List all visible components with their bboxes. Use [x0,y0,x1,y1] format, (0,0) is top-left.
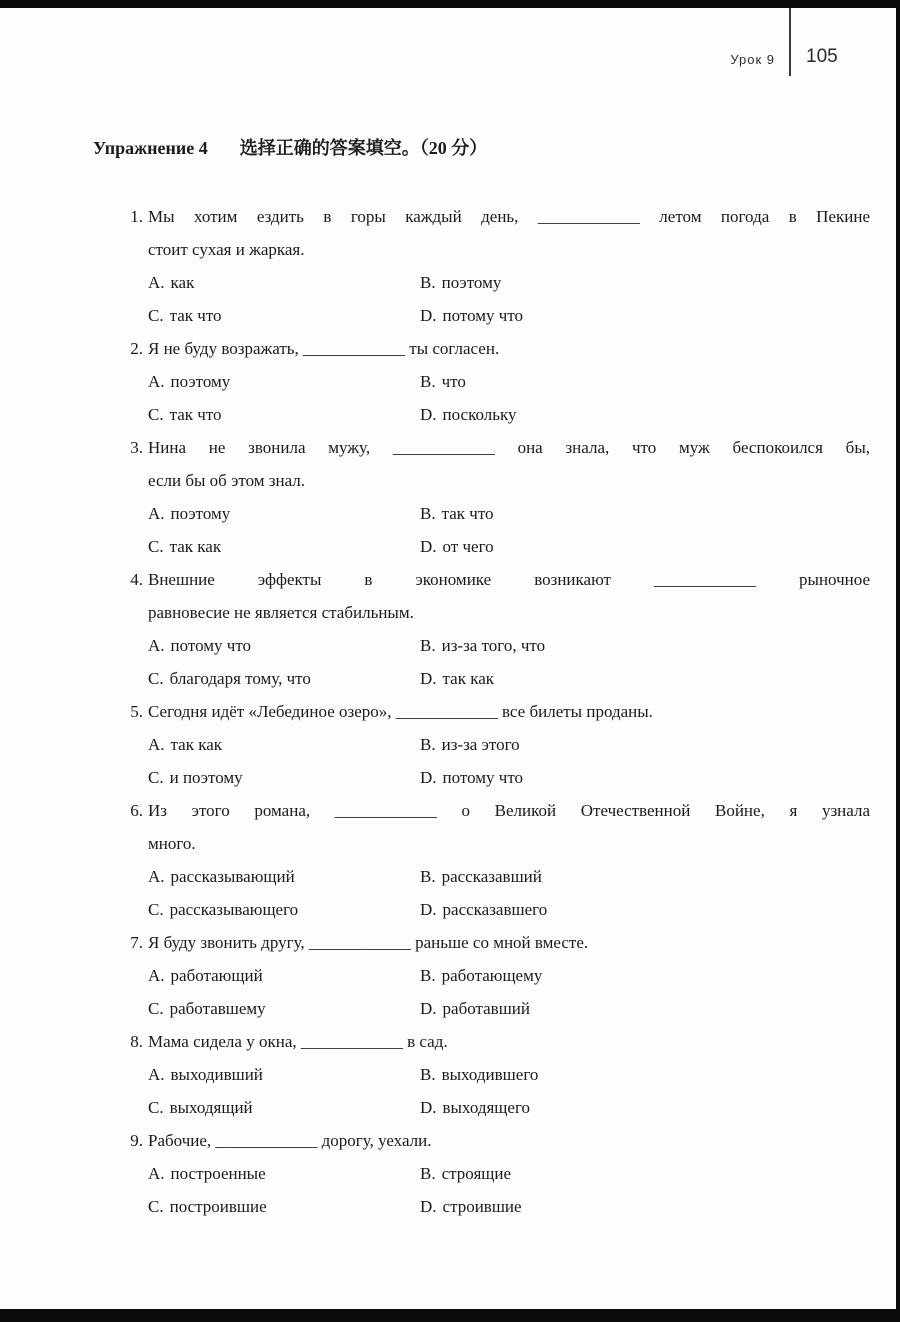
option-letter: C. [148,306,164,325]
question-text [148,563,870,629]
option-letter: A. [148,1065,165,1084]
option-c [148,893,420,926]
question-line: Сегодня идёт «Лебединое озеро», ____________ все билеты проданы. [148,702,653,721]
option-letter: C. [148,405,164,424]
option-text: строившие [442,1197,522,1216]
option-letter: C. [148,1098,164,1117]
option-letter: D. [420,306,437,325]
page-number: 105 [806,46,838,67]
question-number: 5. [130,702,143,721]
option-letter: A. [148,1164,165,1183]
question-line: Рабочие, ____________ дорогу, уехали. [148,1131,432,1150]
scan-edge-right [896,0,900,1322]
option-letter: D. [420,1098,437,1117]
question-line: Нина не звонила мужу, ____________ она знала, что муж беспокоился бы, [148,438,870,457]
question-text [148,1124,870,1157]
question-text [148,794,870,860]
option-letter: A. [148,735,165,754]
question-item [104,1124,879,1223]
question-number: 8. [130,1032,143,1051]
question-number: 3. [130,438,143,457]
option-a [148,497,420,530]
option-text: рассказывающий [170,867,295,886]
options-grid [148,266,870,332]
option-a [148,266,420,299]
option-text: потому что [442,306,524,325]
option-letter: B. [420,1065,436,1084]
option-text: работающий [170,966,263,985]
question-item [104,332,879,431]
question-line: стоит сухая и жаркая. [148,240,305,259]
option-text: поэтому [441,273,502,292]
question-line: равновесие не является стабильным. [148,603,414,622]
question-body [148,563,870,695]
question-item [104,1025,879,1124]
options-grid [148,1157,870,1223]
option-text: из-за этого [441,735,520,754]
option-letter: A. [148,504,165,523]
option-text: работающему [441,966,543,985]
option-letter: A. [148,372,165,391]
option-a [148,1058,420,1091]
option-c [148,1091,420,1124]
option-c [148,992,420,1025]
option-b [420,1157,870,1190]
option-a [148,728,420,761]
options-grid [148,365,870,431]
option-text: потому что [442,768,524,787]
exercise-instruction: 选择正确的答案填空。（20 分） [239,138,488,158]
lesson-label: Урок 9 [730,52,775,67]
option-text: выходивший [170,1065,263,1084]
option-text: строящие [441,1164,512,1183]
option-letter: B. [420,867,436,886]
question-line: Мы хотим ездить в горы каждый день, ____________ летом погода в Пекине [148,207,870,226]
option-letter: D. [420,537,437,556]
question-text [148,332,870,365]
option-text: рассказавший [441,867,542,886]
option-text: так что [169,306,222,325]
option-letter: B. [420,1164,436,1183]
question-body [148,794,870,926]
question-body [148,926,870,1025]
question-number: 6. [130,801,143,820]
question-text [148,200,870,266]
option-letter: C. [148,537,164,556]
option-a [148,959,420,992]
option-letter: D. [420,669,437,688]
option-text: рассказавшего [442,900,548,919]
option-text: благодаря тому, что [169,669,311,688]
option-text: выходящего [442,1098,530,1117]
question-text [148,926,870,959]
option-text: поэтому [170,504,231,523]
question-body [148,1124,870,1223]
question-item [104,695,879,794]
question-body [148,200,870,332]
option-letter: B. [420,273,436,292]
option-text: как [170,273,195,292]
option-text: поскольку [442,405,517,424]
option-b [420,365,870,398]
option-letter: B. [420,372,436,391]
scan-edge-bottom [0,1309,900,1322]
option-text: из-за того, что [441,636,546,655]
option-c [148,761,420,794]
exercise-label: Упражнение 4 [93,138,208,158]
option-d [420,1190,870,1223]
option-letter: B. [420,735,436,754]
question-line: Я не буду возражать, ____________ ты согласен. [148,339,500,358]
option-d [420,530,870,563]
option-letter: D. [420,900,437,919]
option-letter: C. [148,669,164,688]
option-text: построенные [170,1164,266,1183]
question-body [148,431,870,563]
option-text: так как [170,735,223,754]
option-letter: C. [148,900,164,919]
option-text: и поэтому [169,768,243,787]
option-b [420,728,870,761]
option-d [420,299,870,332]
option-text: работавшему [169,999,266,1018]
question-body [148,332,870,431]
option-text: так как [169,537,222,556]
option-letter: B. [420,504,436,523]
question-number: 7. [130,933,143,952]
option-letter: B. [420,966,436,985]
option-letter: D. [420,405,437,424]
option-letter: C. [148,999,164,1018]
options-grid [148,629,870,695]
option-text: так что [441,504,494,523]
question-body [148,1025,870,1124]
option-text: построившие [169,1197,267,1216]
option-letter: A. [148,636,165,655]
option-b [420,1058,870,1091]
question-text [148,1025,870,1058]
exercise-title [93,134,487,160]
option-letter: A. [148,867,165,886]
option-c [148,299,420,332]
option-d [420,893,870,926]
option-b [420,959,870,992]
option-text: так что [169,405,222,424]
option-letter: D. [420,1197,437,1216]
options-grid [148,1058,870,1124]
question-line: Я буду звонить другу, ____________ раньше со мной вместе. [148,933,589,952]
option-text: от чего [442,537,494,556]
option-text: так как [442,669,495,688]
option-c [148,662,420,695]
question-item [104,200,879,332]
question-text [148,431,870,497]
options-grid [148,860,870,926]
option-text: работавший [442,999,530,1018]
option-d [420,761,870,794]
option-text: рассказывающего [169,900,299,919]
question-line: Мама сидела у окна, ____________ в сад. [148,1032,448,1051]
options-grid [148,728,870,794]
question-item [104,794,879,926]
option-letter: A. [148,273,165,292]
option-a [148,860,420,893]
question-number: 9. [130,1131,143,1150]
question-line: Внешние эффекты в экономике возникают ____________ рыночное [148,570,870,589]
option-letter: D. [420,999,437,1018]
options-grid [148,959,870,1025]
option-c [148,530,420,563]
option-d [420,992,870,1025]
option-c [148,398,420,431]
question-text [148,695,870,728]
option-b [420,266,870,299]
option-text: что [441,372,466,391]
option-letter: D. [420,768,437,787]
option-b [420,629,870,662]
option-d [420,1091,870,1124]
question-line: Из этого романа, ____________ о Великой Отечественной Войне, я узнала [148,801,870,820]
option-a [148,1157,420,1190]
option-letter: B. [420,636,436,655]
option-a [148,629,420,662]
option-d [420,398,870,431]
scan-edge-top [0,0,900,8]
option-letter: C. [148,768,164,787]
question-item [104,563,879,695]
option-text: выходящий [169,1098,253,1117]
option-letter: C. [148,1197,164,1216]
option-b [420,860,870,893]
question-number: 4. [130,570,143,589]
option-d [420,662,870,695]
question-list [104,200,879,1223]
option-text: поэтому [170,372,231,391]
question-line: если бы об этом знал. [148,471,305,490]
option-a [148,365,420,398]
option-b [420,497,870,530]
question-body [148,695,870,794]
question-item [104,431,879,563]
option-c [148,1190,420,1223]
header-divider-line [789,8,791,76]
option-text: потому что [170,636,252,655]
option-text: выходившего [441,1065,539,1084]
question-line: много. [148,834,196,853]
question-item [104,926,879,1025]
options-grid [148,497,870,563]
question-number: 2. [130,339,143,358]
question-number: 1. [130,207,143,226]
option-letter: A. [148,966,165,985]
